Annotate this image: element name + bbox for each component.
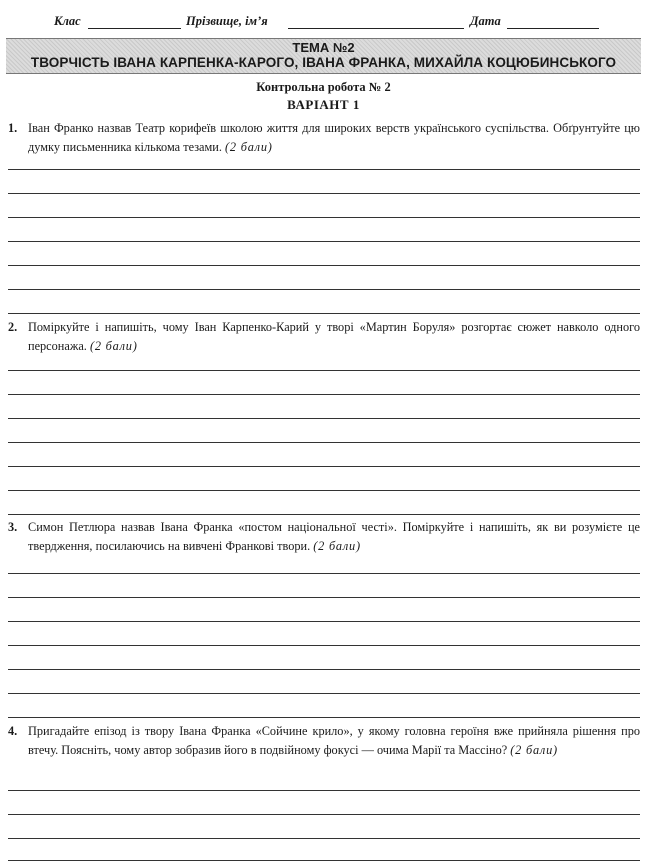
answer-line[interactable] — [8, 597, 640, 598]
student-info-header — [40, 12, 610, 32]
answer-line[interactable] — [8, 313, 640, 314]
question-2 — [8, 318, 640, 356]
answer-line[interactable] — [8, 490, 640, 491]
question-number: 3. — [8, 520, 18, 534]
question-3 — [8, 518, 640, 556]
date-field[interactable] — [507, 28, 599, 29]
question-text: Іван Франко назвав Театр корифеїв школою життя для широких верств українського суспільства. Обґрунтуйте цю думку письменника кількома тезами. — [28, 121, 640, 154]
answer-line[interactable] — [8, 217, 640, 218]
theme-title: ТВОРЧІСТЬ ІВАНА КАРПЕНКА-КАРОГО, ІВАНА ФРАНКА, МИХАЙЛА КОЦЮБИНСЬКОГО — [30, 55, 617, 70]
test-title: Контрольна робота № 2 — [256, 80, 391, 94]
question-4 — [8, 722, 640, 760]
date-label: Дата — [470, 14, 501, 28]
answer-line[interactable] — [8, 573, 640, 574]
answer-line[interactable] — [8, 241, 640, 242]
answer-line[interactable] — [8, 514, 640, 515]
answer-line[interactable] — [8, 645, 640, 646]
theme-banner — [6, 38, 641, 74]
theme-number: ТЕМА №2 — [292, 40, 355, 55]
answer-line[interactable] — [8, 669, 640, 670]
answer-line[interactable] — [8, 717, 640, 718]
answer-line[interactable] — [8, 289, 640, 290]
question-1 — [8, 119, 640, 157]
answer-line[interactable] — [8, 418, 640, 419]
question-text: Пригадайте епізод із твору Івана Франка «Сойчине крило», у якому головна героїня вже прийняла рішення про втечу. Поясніть, чому автор зобразив його в подвійному фокусі — очима Марії та Массіно? — [28, 724, 640, 757]
class-field[interactable] — [88, 28, 181, 29]
question-points: (2 бали) — [313, 539, 361, 553]
answer-line[interactable] — [8, 790, 640, 791]
question-text: Симон Петлюра назвав Івана Франка «постом національної честі». Поміркуйте і напишіть, як ви розумієте це твердження, посилаючись на вивчені Франкові твори. — [28, 520, 640, 553]
answer-line[interactable] — [8, 860, 640, 861]
surname-label: Прізвище, ім’я — [186, 14, 268, 28]
answer-line[interactable] — [8, 265, 640, 266]
answer-line[interactable] — [8, 693, 640, 694]
question-number: 1. — [8, 121, 18, 135]
question-points: (2 бали) — [510, 743, 558, 757]
answer-line[interactable] — [8, 466, 640, 467]
answer-line[interactable] — [8, 169, 640, 170]
variant-title: ВАРІАНТ 1 — [287, 97, 360, 112]
class-label: Клас — [54, 14, 81, 28]
answer-line[interactable] — [8, 814, 640, 815]
question-points: (2 бали) — [89, 339, 138, 353]
answer-line[interactable] — [8, 838, 640, 839]
answer-line[interactable] — [8, 621, 640, 622]
answer-line[interactable] — [8, 394, 640, 395]
answer-line[interactable] — [8, 442, 640, 443]
surname-field[interactable] — [288, 28, 464, 29]
question-number: 4. — [8, 724, 18, 738]
answer-line[interactable] — [8, 193, 640, 194]
question-text: Поміркуйте і напишіть, чому Іван Карпенко-Карий у творі «Мартин Боруля» розгортає сюжет навколо одного персонажа. — [28, 320, 640, 353]
question-number: 2. — [8, 320, 18, 334]
question-points: (2 бали) — [225, 140, 273, 154]
answer-line[interactable] — [8, 370, 640, 371]
